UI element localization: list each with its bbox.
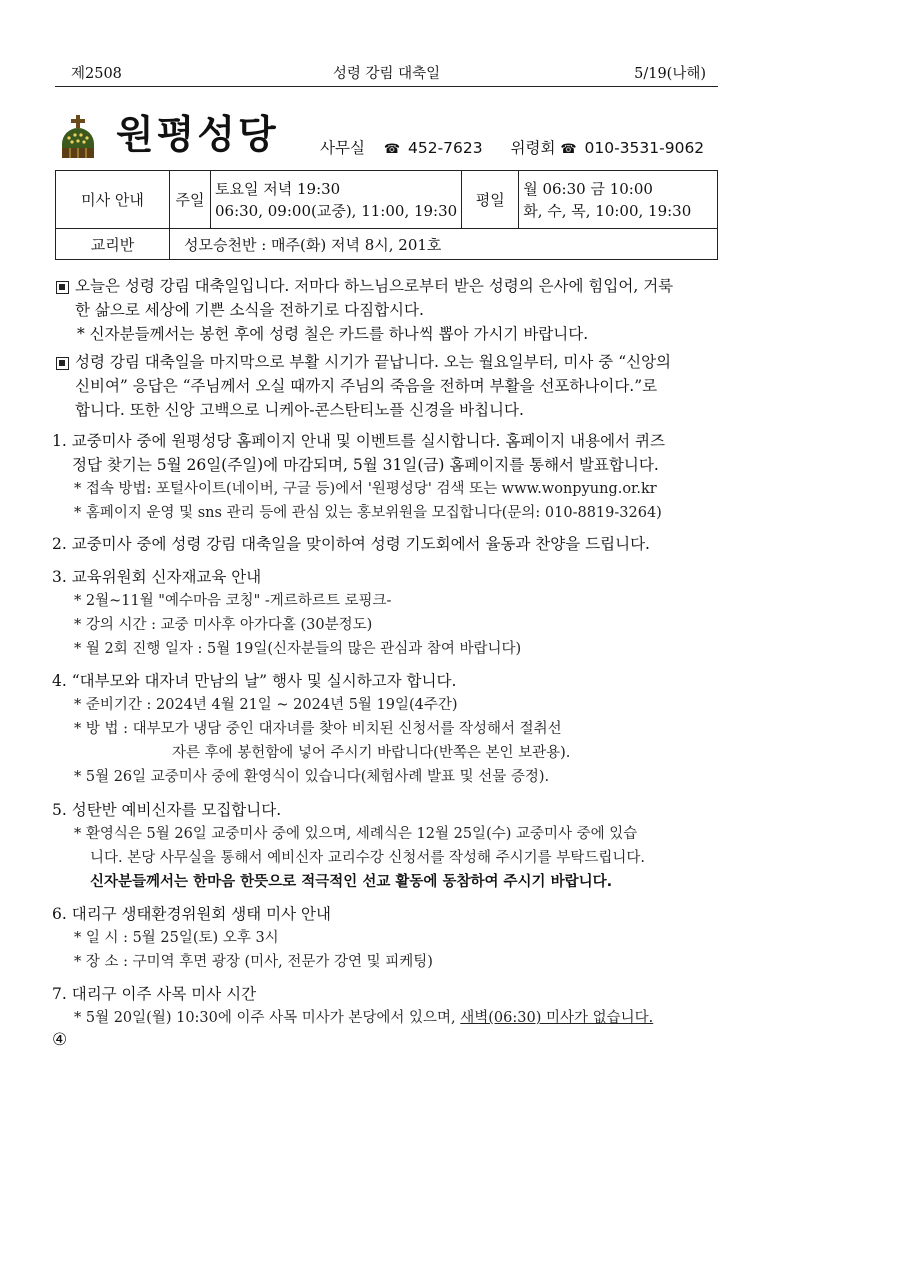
notice-subline: * 월 2회 진행 일자 : 5월 19일(신자분들의 많은 관심과 참여 바랍니다) — [74, 641, 522, 657]
square-bullet-icon — [56, 357, 69, 370]
council-phone: 010-3531-9062 — [584, 139, 705, 157]
weekday-times-line: 화, 수, 목, 10:00, 19:30 — [523, 201, 692, 220]
notice-line: 2. 교중미사 중에 성령 강림 대축일을 맞이하여 성령 기도회에서 율동과 찬양을 드립니다. — [52, 535, 650, 553]
sunday-label: 주일 — [170, 171, 211, 229]
notice-text: * 5월 20일(월) 10:30에 이주 사목 미사가 본당에서 있으며, — [74, 1010, 461, 1026]
notice-subline: * 5월 26일 교중미사 중에 환영식이 있습니다(체험사례 발표 및 선물 증정). — [74, 769, 550, 785]
office-phone: 452-7623 — [408, 139, 483, 157]
issue-number: 제2508 — [71, 66, 122, 82]
notice-line: 6. 대리구 생태환경위원회 생태 미사 안내 — [52, 905, 331, 923]
parish-name: 원평성당 — [116, 113, 279, 158]
notice-subline: * 홈페이지 운영 및 sns 관리 등에 관심 있는 홍보위원을 모집합니다(문의: 010-8819-3264) — [74, 505, 662, 521]
page-marker: ④ — [52, 1030, 68, 1050]
notice-line: 3. 교육위원회 신자재교육 안내 — [52, 568, 262, 586]
notice-subline: * 2월~11월 "예수마음 코칭" -게르하르트 로핑크- — [74, 593, 392, 609]
notice-line: 한 삶으로 세상에 기쁜 소식을 전하기로 다짐합시다. — [75, 301, 424, 319]
phone-icon: ☎ — [560, 142, 577, 157]
notice-line: 성령 강림 대축일을 마지막으로 부활 시기가 끝납니다. 오는 월요일부터, 미사 중 “신앙의 — [75, 353, 672, 371]
weekday-times — [519, 171, 718, 229]
phone-icon: ☎ — [383, 142, 401, 157]
square-bullet-icon — [56, 281, 69, 294]
notice-subline: 니다. 본당 사무실을 통해서 예비신자 교리수강 신청서를 작성해 주시기를 부탁드립니다. — [90, 850, 645, 866]
notice-line: 정답 찾기는 5월 26일(주일)에 마감되며, 5월 31일(금) 홈페이지를 통해서 발표합니다. — [72, 456, 659, 474]
notice-subline: * 접속 방법: 포털사이트(네이버, 구글 등)에서 '원평성당' 검색 또는 www.wonpyung.or.kr — [74, 481, 657, 497]
weekday-label: 평일 — [462, 171, 519, 229]
notice-subline: * 강의 시간 : 교중 미사후 아가다홀 (30분정도) — [74, 617, 373, 633]
notice-subline — [74, 1007, 653, 1029]
sunday-times-line: 06:30, 09:00(교중), 11:00, 19:30 — [215, 201, 458, 220]
catechism-label: 교리반 — [56, 229, 170, 260]
notice-subline: * 장 소 : 구미역 후면 광장 (미사, 전문가 강연 및 피케팅) — [74, 954, 433, 970]
notice-underlined: 새벽(06:30) 미사가 없습니다. — [460, 1010, 654, 1026]
mass-schedule-table — [55, 170, 718, 260]
sunday-times-line: 토요일 저녁 19:30 — [215, 179, 341, 198]
feast-title: 성령 강림 대축일 — [332, 66, 441, 82]
notice-subline: * 환영식은 5월 26일 교중미사 중에 있으며, 세례식은 12월 25일(수) 교중미사 중에 있습 — [74, 826, 638, 842]
notice-line: 5. 성탄반 예비신자를 모집합니다. — [52, 801, 282, 819]
notice-line: 합니다. 또한 신앙 고백으로 니케아-콘스탄티노플 신경을 바칩니다. — [75, 401, 524, 419]
notice-emphasis: 신자분들께서는 한마음 한뜻으로 적극적인 선교 활동에 동참하여 주시기 바랍니다. — [90, 874, 613, 890]
catechism-value: 성모승천반 : 매주(화) 저녁 8시, 201호 — [170, 229, 718, 260]
notice-subline: * 일 시 : 5월 25일(토) 오후 3시 — [74, 930, 279, 946]
notice-subline: * 준비기간 : 2024년 4월 21일 ~ 2024년 5월 19일(4주간) — [74, 697, 458, 713]
notice-line: 오늘은 성령 강림 대축일입니다. 저마다 하느님으로부터 받은 성령의 은사에 힘입어, 거룩 — [75, 277, 674, 295]
council-label: 위령회 — [510, 139, 556, 157]
weekday-times-line: 월 06:30 금 10:00 — [523, 179, 653, 198]
church-logo-icon — [58, 114, 98, 160]
notice-line: 1. 교중미사 중에 원평성당 홈페이지 안내 및 이벤트를 실시합니다. 홈페이지 내용에서 퀴즈 — [52, 432, 665, 450]
bulletin-header — [55, 60, 718, 87]
notice-subline: * 방 법 : 대부모가 냉담 중인 대자녀를 찾아 비치된 신청서를 작성해서 절취선 — [74, 721, 562, 737]
notice-line: 4. “대부모와 대자녀 만남의 날” 행사 및 실시하고자 합니다. — [52, 672, 457, 690]
contact-info — [320, 136, 704, 158]
notice-line: 신비여” 응답은 “주님께서 오실 때까지 주님의 죽음을 전하며 부활을 선포하나이다.”로 — [75, 377, 658, 395]
notice-line: 7. 대리구 이주 사목 미사 시간 — [52, 985, 257, 1003]
notice-subline: 자른 후에 봉헌함에 넣어 주시기 바랍니다(반쪽은 본인 보관용). — [172, 745, 571, 761]
parish-brand — [58, 112, 722, 162]
office-label: 사무실 — [320, 139, 365, 157]
mass-label: 미사 안내 — [56, 171, 170, 229]
notice-line: * 신자분들께서는 봉헌 후에 성령 칠은 카드를 하나씩 뽑아 가시기 바랍니다. — [77, 325, 589, 343]
bulletin-date: 5/19(나해) — [634, 66, 706, 82]
sunday-times — [211, 171, 462, 229]
